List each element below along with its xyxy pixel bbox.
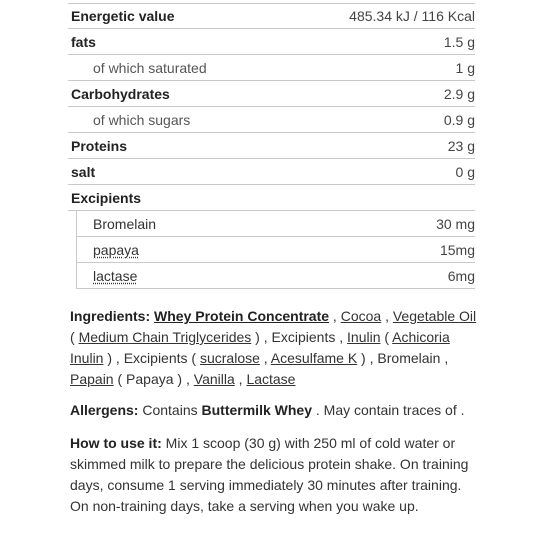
row-label: Carbohydrates bbox=[71, 85, 170, 102]
ingredient-link[interactable]: Lactase bbox=[246, 371, 296, 387]
row-value: 1 g bbox=[455, 59, 475, 76]
allergens-suffix: . May contain traces of . bbox=[315, 402, 465, 418]
row-value: 6mg bbox=[447, 267, 475, 284]
row-value: 0.9 g bbox=[443, 111, 475, 128]
row-value: 1.5 g bbox=[443, 33, 475, 50]
nutrition-row-energetic-value bbox=[68, 3, 475, 29]
nutrition-row-proteins bbox=[68, 133, 475, 159]
row-value: 2.9 g bbox=[443, 85, 475, 102]
ingredient-text: Papaya bbox=[126, 371, 174, 387]
row-label: salt bbox=[71, 163, 96, 180]
ingredient-text: Excipients bbox=[271, 329, 336, 345]
row-label: Excipients bbox=[71, 189, 142, 206]
ingredients-section: Ingredients: Whey Protein Concentrate , Cocoa , Vegetable Oil ( Medium Chain Triglycerides ) , Excipients , Inulin ( Achicoria Inulin ) , Excipients ( sucralose , Acesulfame K ) , Bromelain , Papain ( Papaya ) , Vanilla , Lactase bbox=[70, 308, 477, 387]
row-value: 485.34 kJ / 116 Kcal bbox=[349, 8, 475, 24]
ingredient-link[interactable]: Cocoa bbox=[340, 308, 382, 324]
row-value: 23 g bbox=[447, 137, 475, 154]
allergens-heading: Allergens: bbox=[70, 402, 139, 418]
how-to-use-text: Mix 1 scoop (30 g) with 250 ml of cold water or skimmed milk to prepare the delicious protein shake. On training days, consume 1 serving immediately 30 minutes after training. On non-training days, take a serving when you wake up. bbox=[70, 435, 469, 514]
how-to-use-heading: How to use it: bbox=[70, 435, 162, 451]
nutrition-row-fats bbox=[68, 29, 475, 55]
ingredient-link[interactable]: Medium Chain Triglycerides bbox=[78, 329, 252, 345]
ingredient-link[interactable]: Acesulfame K bbox=[270, 350, 358, 366]
row-label: lactase bbox=[93, 267, 138, 284]
ingredient-link[interactable]: Vanilla bbox=[193, 371, 235, 387]
nutrition-row-salt bbox=[68, 159, 475, 185]
nutrition-row-bromelain bbox=[76, 211, 475, 237]
row-label: Energetic value bbox=[71, 8, 175, 24]
allergens-section bbox=[70, 400, 480, 421]
nutrition-row-of-which-sugars bbox=[68, 107, 475, 133]
allergens-prefix: Contains bbox=[142, 402, 198, 418]
ingredient-link[interactable]: Inulin bbox=[347, 329, 381, 345]
allergens-highlight: Buttermilk Whey bbox=[201, 402, 312, 418]
nutrition-row-of-which-saturated bbox=[68, 55, 475, 81]
row-label: fats bbox=[71, 33, 96, 50]
ingredient-text: Excipients bbox=[123, 350, 188, 366]
row-label: Bromelain bbox=[93, 215, 157, 232]
row-value: 15mg bbox=[439, 241, 475, 258]
ingredient-link[interactable]: sucralose bbox=[199, 350, 260, 366]
ingredient-link[interactable]: Vegetable Oil bbox=[392, 308, 477, 324]
nutrition-row-carbohydrates bbox=[68, 81, 475, 107]
nutrition-row-lactase bbox=[76, 263, 475, 289]
ingredient-link[interactable]: Whey Protein Concentrate bbox=[154, 308, 330, 324]
row-label: Proteins bbox=[71, 137, 128, 154]
row-value: 30 mg bbox=[436, 215, 475, 232]
how-to-use-section bbox=[70, 433, 480, 517]
row-label: papaya bbox=[93, 241, 139, 258]
ingredient-link[interactable]: Achicoria Inulin bbox=[70, 329, 450, 366]
ingredient-text: Bromelain bbox=[377, 350, 441, 366]
row-label: of which saturated bbox=[93, 59, 207, 76]
nutrition-table bbox=[68, 3, 475, 289]
nutrition-row-papaya bbox=[76, 237, 475, 263]
row-label: of which sugars bbox=[93, 111, 191, 128]
ingredient-link[interactable]: Papain bbox=[70, 371, 114, 387]
nutrition-row-excipients bbox=[68, 185, 475, 211]
row-value: 0 g bbox=[455, 163, 475, 180]
ingredients-heading: Ingredients: bbox=[70, 308, 151, 324]
